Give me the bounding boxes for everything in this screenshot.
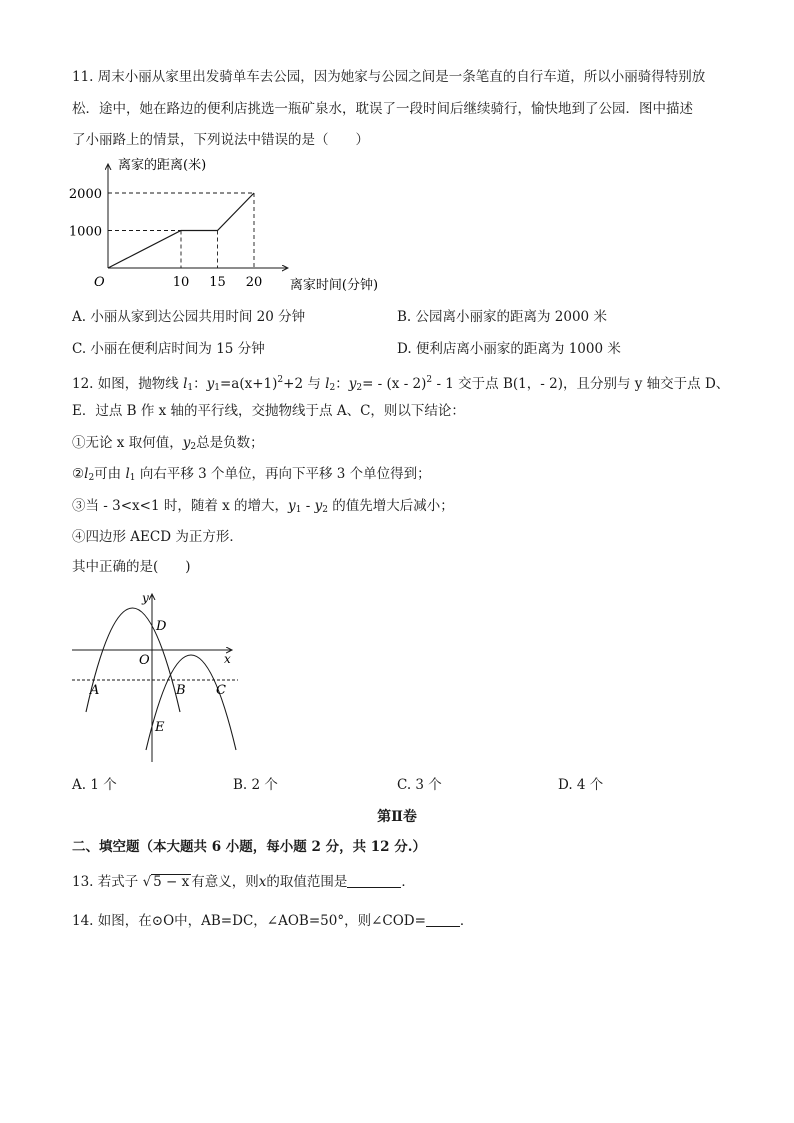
label-e: E: [155, 720, 165, 735]
q11-option-b[interactable]: B. 公园离小丽家的距离为 2000 米: [397, 309, 607, 325]
q11-line-2: 松．途中，她在路边的便利店挑选一瓶矿泉水，耽误了一段时间后继续骑行，愉快地到了公园．图中描述: [72, 101, 693, 117]
chart-axes: [108, 164, 288, 268]
radicand: 5 − x: [153, 874, 190, 890]
label-c: C: [216, 683, 226, 698]
x-axis-label: 离家时间(分钟): [289, 278, 379, 293]
parabola-l2: [146, 655, 236, 750]
q13-answer-blank[interactable]: [347, 873, 401, 888]
q11-option-a[interactable]: A. 小丽从家到达公园共用时间 20 分钟: [72, 309, 306, 325]
y-axis-label: 离家的距离(米): [118, 158, 207, 173]
q12-statement-2: $②l_2$可由 $l_1$ 向右平移 3 个单位，再向下平移 3 个单位得到；: [72, 466, 431, 483]
label-x: x: [224, 652, 231, 666]
y-tick-label: 2000: [68, 187, 102, 202]
q13-line: 13. 若式子 √ 5 − x 有意义，则x的取值范围是 ．: [72, 874, 415, 890]
origin-label: O: [94, 275, 105, 290]
label-b: B: [176, 683, 186, 698]
y-tick-label: 1000: [68, 224, 102, 240]
q12-ask: 其中正确的是( ): [72, 559, 191, 575]
label-origin: O: [139, 653, 150, 668]
x-tick-label: 20: [245, 275, 263, 290]
sqrt-symbol: √: [142, 874, 152, 890]
part-title: 第Ⅱ卷: [377, 809, 417, 825]
q12-statement-1: ①无论 x 取何值，$y_2$总是负数；: [72, 435, 264, 452]
q11-line-1: 11. 周末小丽从家里出发骑单车去公园，因为她家与公园之间是一条笔直的自行车道，所以小丽骑得特别放: [72, 69, 706, 85]
q12-line-1: 12. 如图，抛物线 $l_1$：$y_1=a(x+1)^2+2$ 与 $l_2$：$y_2= - (x - 2)^2 - 1$ 交于点 B(1，- 2)，且分别与 y 轴交于点 D、: [72, 375, 730, 393]
q12-line-2: E．过点 B 作 x 轴的平行线，交抛物线于点 A、C，则以下结论：: [72, 403, 465, 419]
section-heading: 二、填空题（本大题共 6 小题，每小题 2 分，共 12 分.）: [72, 839, 426, 855]
q11-option-d[interactable]: D. 便利店离小丽家的距离为 1000 米: [397, 341, 621, 357]
q11-option-c[interactable]: C. 小丽在便利店时间为 15 分钟: [72, 341, 265, 357]
label-a: A: [90, 683, 100, 698]
q12-option-c[interactable]: C. 3 个: [397, 777, 442, 793]
label-d: D: [156, 619, 167, 634]
q12-option-d[interactable]: D. 4 个: [558, 777, 604, 793]
q12-option-a[interactable]: A. 1 个: [72, 777, 117, 793]
distance-time-chart: [68, 152, 396, 300]
q12-statement-3: ③当 - 3<x<1 时，随着 x 的增大，$y_1 - y_2$ 的值先增大后减小；: [72, 498, 454, 515]
x-tick-label: 15: [209, 275, 226, 290]
parabola-figure: [66, 586, 246, 766]
q12-option-b[interactable]: B. 2 个: [233, 777, 278, 793]
q12-statement-4: ④四边形 AECD 为正方形．: [72, 529, 243, 545]
x-tick-label: 10: [172, 275, 190, 290]
label-y: y: [142, 591, 149, 605]
q11-line-3: 了小丽路上的情景，下列说法中错误的是（ ）: [72, 132, 369, 148]
q14-answer-blank[interactable]: [426, 912, 460, 927]
q14-line: 14. 如图，在⊙O中，AB=DC，∠AOB=50°，则∠COD= ．: [72, 913, 474, 929]
